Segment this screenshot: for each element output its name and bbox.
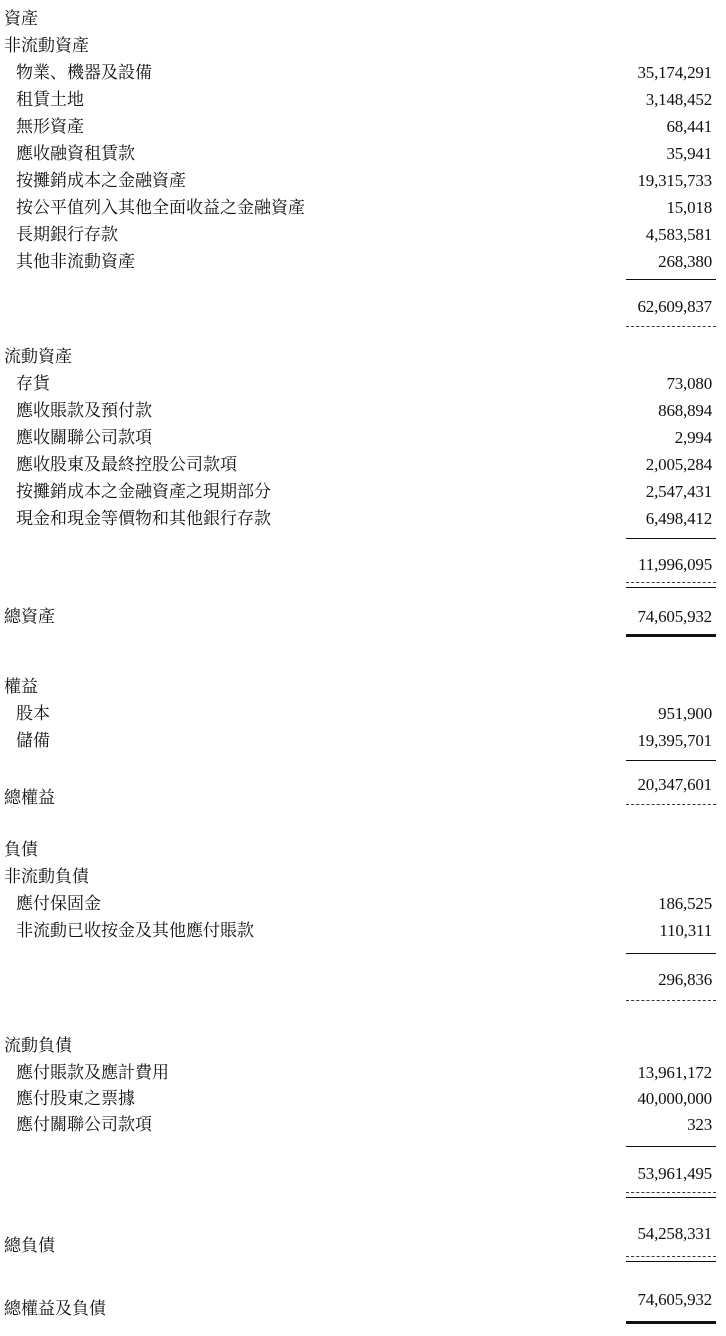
line-item-value: 15,018 [666,198,712,217]
total-equity-and-liabilities-label: 總權益及負債 [4,1299,106,1318]
grand-total-underline [626,1321,716,1324]
line-item-label: 非流動已收按金及其他應付賬款 [16,921,254,940]
line-item-label: 按攤銷成本之金融資產 [16,171,186,190]
subtotal-underline [626,326,716,327]
total-underline [626,634,716,637]
line-item-label: 應收融資租賃款 [16,144,135,163]
total-equity-value: 20,347,601 [637,775,712,794]
liabilities-heading: 負債 [4,840,38,859]
subtotal-underline [626,1192,716,1193]
line-item-label: 應付賬款及應計費用 [16,1063,169,1082]
line-item-value: 2,994 [674,428,712,447]
non-current-liabilities-heading: 非流動負債 [4,867,89,886]
line-item-value: 951,900 [658,704,712,723]
line-item-value: 40,000,000 [637,1089,712,1108]
subtotal-underline [626,1000,716,1001]
line-item-value: 110,311 [659,921,712,940]
line-item-value: 68,441 [666,117,712,136]
subtotal-rule [626,538,716,539]
line-item-label: 存貨 [16,374,50,393]
subtotal-underline [626,582,716,583]
current-assets-heading: 流動資產 [4,347,72,366]
line-item-value: 2,547,431 [645,482,712,501]
non-current-liabilities-subtotal: 296,836 [658,970,712,989]
line-item-label: 股本 [16,704,50,723]
line-item-label: 無形資產 [16,117,84,136]
total-equity-and-liabilities-value: 74,605,932 [637,1290,712,1309]
line-item-value: 13,961,172 [637,1063,712,1082]
subtotal-rule [626,1146,716,1147]
total-assets-label: 總資產 [4,607,55,626]
total-liabilities-value: 54,258,331 [637,1224,712,1243]
line-item-value: 35,941 [666,144,712,163]
line-item-label: 長期銀行存款 [16,225,118,244]
line-item-value: 868,894 [658,401,712,420]
subtotal-rule [626,279,716,280]
line-item-label: 應收股東及最終控股公司款項 [16,455,237,474]
total-equity-label: 總權益 [4,788,55,807]
line-item-value: 3,148,452 [645,90,712,109]
line-item-label: 物業、機器及設備 [16,63,152,82]
line-item-label: 應收賬款及預付款 [16,401,152,420]
subtotal-rule [626,760,716,761]
subtotal-underline [626,1197,716,1198]
total-underline [626,1256,716,1257]
total-underline [626,804,716,805]
current-assets-subtotal: 11,996,095 [638,555,712,574]
line-item-label: 應收關聯公司款項 [16,428,152,447]
line-item-label: 租賃土地 [16,90,84,109]
line-item-label: 其他非流動資產 [16,252,135,271]
current-liabilities-heading: 流動負債 [4,1036,72,1055]
line-item-label: 應付關聯公司款項 [16,1115,152,1134]
total-liabilities-label: 總負債 [4,1236,55,1255]
current-liabilities-subtotal: 53,961,495 [637,1164,712,1183]
line-item-value: 6,498,412 [645,509,712,528]
subtotal-rule [626,953,716,954]
line-item-value: 268,380 [658,252,712,271]
line-item-value: 19,395,701 [637,731,712,750]
line-item-label: 現金和現金等價物和其他銀行存款 [16,509,271,528]
line-item-label: 儲備 [16,731,50,750]
line-item-value: 186,525 [658,894,712,913]
non-current-assets-subtotal: 62,609,837 [637,297,712,316]
line-item-value: 35,174,291 [637,63,712,82]
line-item-value: 73,080 [666,374,712,393]
line-item-value: 2,005,284 [645,455,712,474]
total-underline [626,1261,716,1262]
line-item-label: 應付股東之票據 [16,1089,135,1108]
subtotal-underline [626,587,716,588]
total-assets-value: 74,605,932 [637,607,712,626]
line-item-value: 4,583,581 [645,225,712,244]
line-item-value: 323 [687,1115,712,1134]
assets-heading: 資產 [4,9,38,28]
line-item-label: 按攤銷成本之金融資產之現期部分 [16,482,271,501]
line-item-value: 19,315,733 [637,171,712,190]
line-item-label: 應付保固金 [16,894,101,913]
equity-heading: 權益 [4,677,38,696]
non-current-assets-heading: 非流動資產 [4,36,89,55]
line-item-label: 按公平值列入其他全面收益之金融資產 [16,198,305,217]
